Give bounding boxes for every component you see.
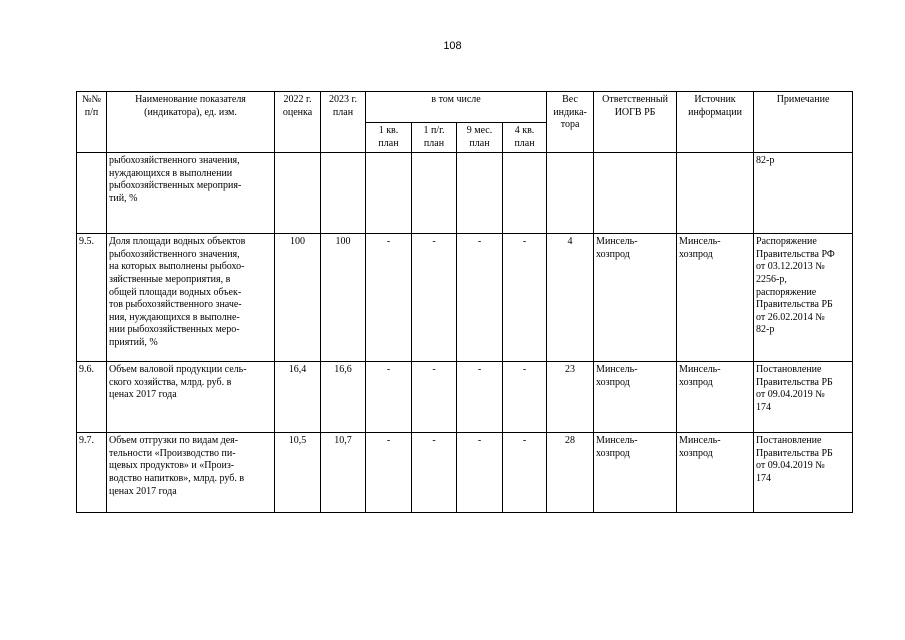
row-responsible: Минсель- хозпрод <box>594 234 677 362</box>
row-q4 <box>503 153 547 234</box>
table-row <box>77 153 853 234</box>
table-row <box>77 362 853 433</box>
row-responsible: Минсель- хозпрод <box>594 433 677 513</box>
header-num: №№ п/п <box>77 92 107 153</box>
row-q4: - <box>503 234 547 362</box>
header-including: в том числе <box>366 92 547 123</box>
row-source: Минсель- хозпрод <box>677 433 754 513</box>
header-9m: 9 мес. план <box>457 123 503 153</box>
row-name: Объем валовой продукции сель- ского хозяйства, млрд. руб. в ценах 2017 года <box>107 362 275 433</box>
row-2023: 16,6 <box>321 362 366 433</box>
row-2022: 100 <box>275 234 321 362</box>
page-number: 108 <box>443 40 462 52</box>
header-2022: 2022 г. оценка <box>275 92 321 153</box>
row-9m: - <box>457 362 503 433</box>
row-q1: - <box>366 433 412 513</box>
row-q1: - <box>366 362 412 433</box>
header-name: Наименование показателя (индикатора), ед. изм. <box>107 92 275 153</box>
header-h1: 1 п/г. план <box>412 123 457 153</box>
row-source <box>677 153 754 234</box>
row-h1: - <box>412 234 457 362</box>
row-q1 <box>366 153 412 234</box>
header-weight: Вес индика- тора <box>547 92 594 153</box>
row-source: Минсель- хозпрод <box>677 234 754 362</box>
row-2023: 10,7 <box>321 433 366 513</box>
row-9m: - <box>457 433 503 513</box>
row-weight: 23 <box>547 362 594 433</box>
row-2023 <box>321 153 366 234</box>
header-source: Источник информации <box>677 92 754 153</box>
row-responsible <box>594 153 677 234</box>
indicators-table <box>76 91 853 513</box>
row-q4: - <box>503 362 547 433</box>
row-2023: 100 <box>321 234 366 362</box>
header-2023: 2023 г. план <box>321 92 366 153</box>
header-responsible: Ответственный ИОГВ РБ <box>594 92 677 153</box>
row-h1: - <box>412 433 457 513</box>
row-note: Постановление Правительства РБ от 09.04.2019 № 174 <box>754 362 853 433</box>
row-2022: 16,4 <box>275 362 321 433</box>
header-q4: 4 кв. план <box>503 123 547 153</box>
row-q1: - <box>366 234 412 362</box>
header-note: Примечание <box>754 92 853 153</box>
row-weight: 4 <box>547 234 594 362</box>
row-9m <box>457 153 503 234</box>
row-num: 9.6. <box>77 362 107 433</box>
row-weight: 28 <box>547 433 594 513</box>
row-responsible: Минсель- хозпрод <box>594 362 677 433</box>
row-name: Объем отгрузки по видам дея- тельности «Производство пи- щевых продуктов» и «Произ- водство напитков», млрд. руб. в ценах 2017 года <box>107 433 275 513</box>
row-note: Распоряжение Правительства РФ от 03.12.2013 № 2256-р, распоряжение Правительства РБ от 26.02.2014 № 82-р <box>754 234 853 362</box>
row-note: 82-р <box>754 153 853 234</box>
row-2022 <box>275 153 321 234</box>
row-weight <box>547 153 594 234</box>
row-source: Минсель- хозпрод <box>677 362 754 433</box>
row-h1: - <box>412 362 457 433</box>
table-row <box>77 234 853 362</box>
row-name: Доля площади водных объектов рыбохозяйственного значения, на которых выполнены рыбохо- зяйственные мероприятия, в общей площади водных объек- тов рыбохозяйственного значе- ния, нуждающихся в выполне- нии рыбохозяйственных меро- приятий, % <box>107 234 275 362</box>
row-num: 9.5. <box>77 234 107 362</box>
row-2022: 10,5 <box>275 433 321 513</box>
row-q4: - <box>503 433 547 513</box>
table-row <box>77 433 853 513</box>
row-9m: - <box>457 234 503 362</box>
row-note: Постановление Правительства РБ от 09.04.2019 № 174 <box>754 433 853 513</box>
row-h1 <box>412 153 457 234</box>
row-name: рыбохозяйственного значения, нуждающихся в выполнении рыбохозяйственных мероприя- тий, % <box>107 153 275 234</box>
row-num <box>77 153 107 234</box>
row-num: 9.7. <box>77 433 107 513</box>
header-q1: 1 кв. план <box>366 123 412 153</box>
